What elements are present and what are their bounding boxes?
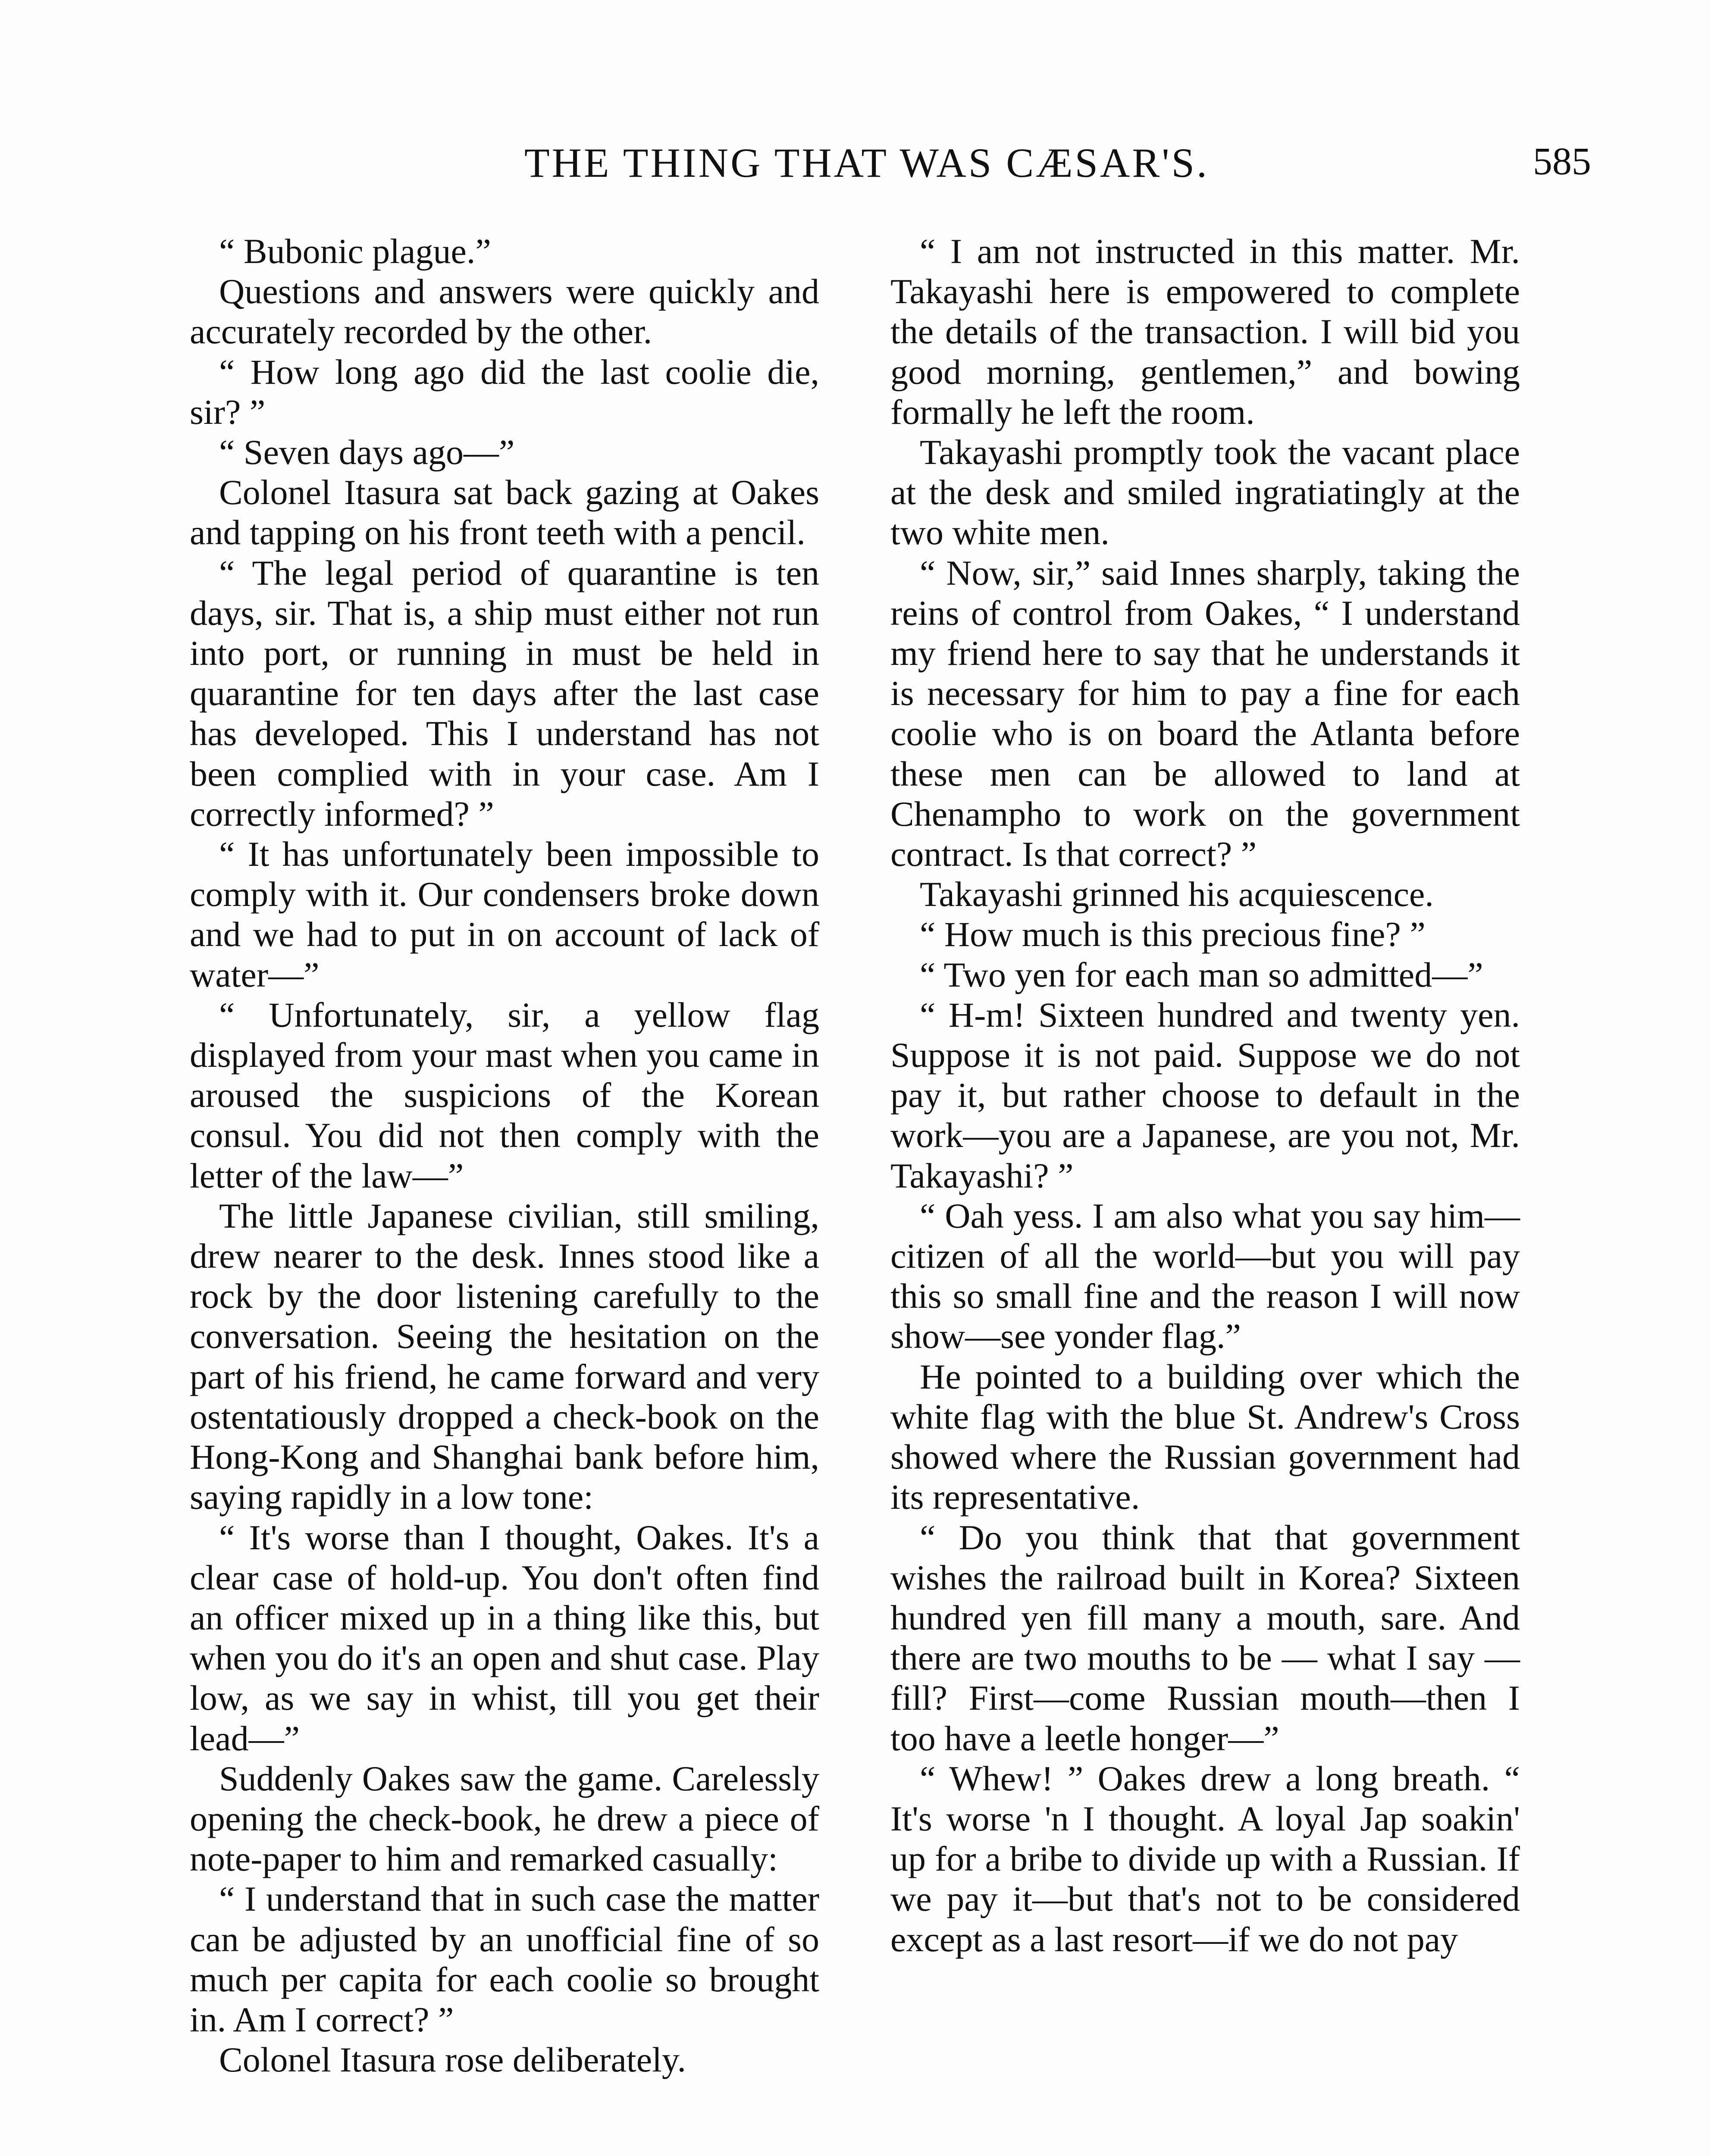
paragraph: “ How long ago did the last coolie die, sir? ” (190, 352, 819, 432)
paragraph: “ It's worse than I thought, Oakes. It's a clear case of hold-up. You don't often find an officer mixed up in a thing like this, but when you do it's an open and shut case. Play low, as we say in whist, till you get their lead—” (190, 1517, 819, 1758)
paragraph: “ I am not instructed in this matter. Mr. Takayashi here is empowered to complete the details of the transaction. I will bid you good morning, gentlemen,” and bowing formally he left the room. (890, 232, 1520, 432)
running-title: THE THING THAT WAS CÆSAR'S. (524, 140, 1210, 186)
paragraph: Colonel Itasura rose deliberately. (219, 2040, 686, 2080)
page-number: 585 (1533, 140, 1591, 183)
paragraph: “ Now, sir,” said Innes sharply, taking the reins of control from Oakes, “ I understand my friend here to say that he understands it is necessary for him to pay a fine for each coolie who is on board the Atlanta before these men can be allowed to land at Chenampho to work on the government contract. Is that correct? ” (890, 553, 1520, 874)
paragraph: Questions and answers were quickly and accurately recorded by the other. (190, 272, 819, 351)
paragraph: “ Bubonic plague.” (219, 232, 491, 271)
paragraph: “ The legal period of quarantine is ten days, sir. That is, a ship must either not run into port, or running in must be held in quarantine for ten days after the last case has developed. This I understand has not been complied with in your case. Am I correctly informed? ” (190, 553, 819, 834)
paragraph: He pointed to a building over which the white flag with the blue St. Andrew's Cross showed where the Russian government had its representative. (890, 1357, 1520, 1517)
paragraph: Takayashi grinned his acquiescence. (920, 874, 1434, 914)
right-column (890, 231, 1520, 1959)
paragraph: Colonel Itasura sat back gazing at Oakes and tapping on his front teeth with a pencil. (190, 473, 819, 552)
paragraph: The little Japanese civilian, still smiling, drew nearer to the desk. Innes stood like a rock by the door listening carefully to the conversation. Seeing the hesitation on the part of his friend, he came forward and very ostentatiously dropped a check-book on the Hong-Kong and Shanghai bank before him, saying rapidly in a low tone: (190, 1196, 819, 1517)
paragraph: Suddenly Oakes saw the game. Carelessly opening the check-book, he drew a piece of note-paper to him and remarked casually: (190, 1758, 819, 1879)
paragraph: “ I understand that in such case the matter can be adjusted by an unofficial fine of so much per capita for each coolie so brought in. Am I correct? ” (190, 1879, 819, 2039)
paragraph: “ Two yen for each man so admitted—” (920, 955, 1483, 994)
left-column (190, 231, 819, 2080)
paragraph: “ Oah yess. I am also what you say him—citizen of all the world—but you will pay this so small fine and the reason I will now show—see yonder flag.” (890, 1196, 1520, 1356)
paragraph: “ How much is this precious fine? ” (920, 915, 1426, 954)
paragraph: “ Unfortunately, sir, a yellow flag displayed from your mast when you came in aroused the suspicions of the Korean consul. You did not then comply with the letter of the law—” (190, 995, 819, 1195)
paragraph: “ Do you think that that government wishes the railroad built in Korea? Sixteen hundred yen fill many a mouth, sare. And there are two mouths to be — what I say — fill? First—come Russian mouth—then I too have a leetle honger—” (890, 1517, 1520, 1758)
paragraph: “ Seven days ago—” (219, 432, 515, 472)
paragraph: “ It has unfortunately been impossible to comply with it. Our condensers broke down and we had to put in on account of lack of water—” (190, 834, 819, 994)
paragraph: Takayashi promptly took the vacant place at the desk and smiled ingratiatingly at the two white men. (890, 432, 1520, 552)
paragraph: “ H-m! Sixteen hundred and twenty yen. Suppose it is not paid. Suppose we do not pay it, but rather choose to default in the work—you are a Japanese, are you not, Mr. Takayashi? ” (890, 995, 1520, 1195)
paragraph: “ Whew! ” Oakes drew a long breath. “ It's worse 'n I thought. A loyal Jap soakin' up for a bribe to divide up with a Russian. If we pay it—but that's not to be considered except as a last resort—if we do not pay (890, 1758, 1520, 1959)
